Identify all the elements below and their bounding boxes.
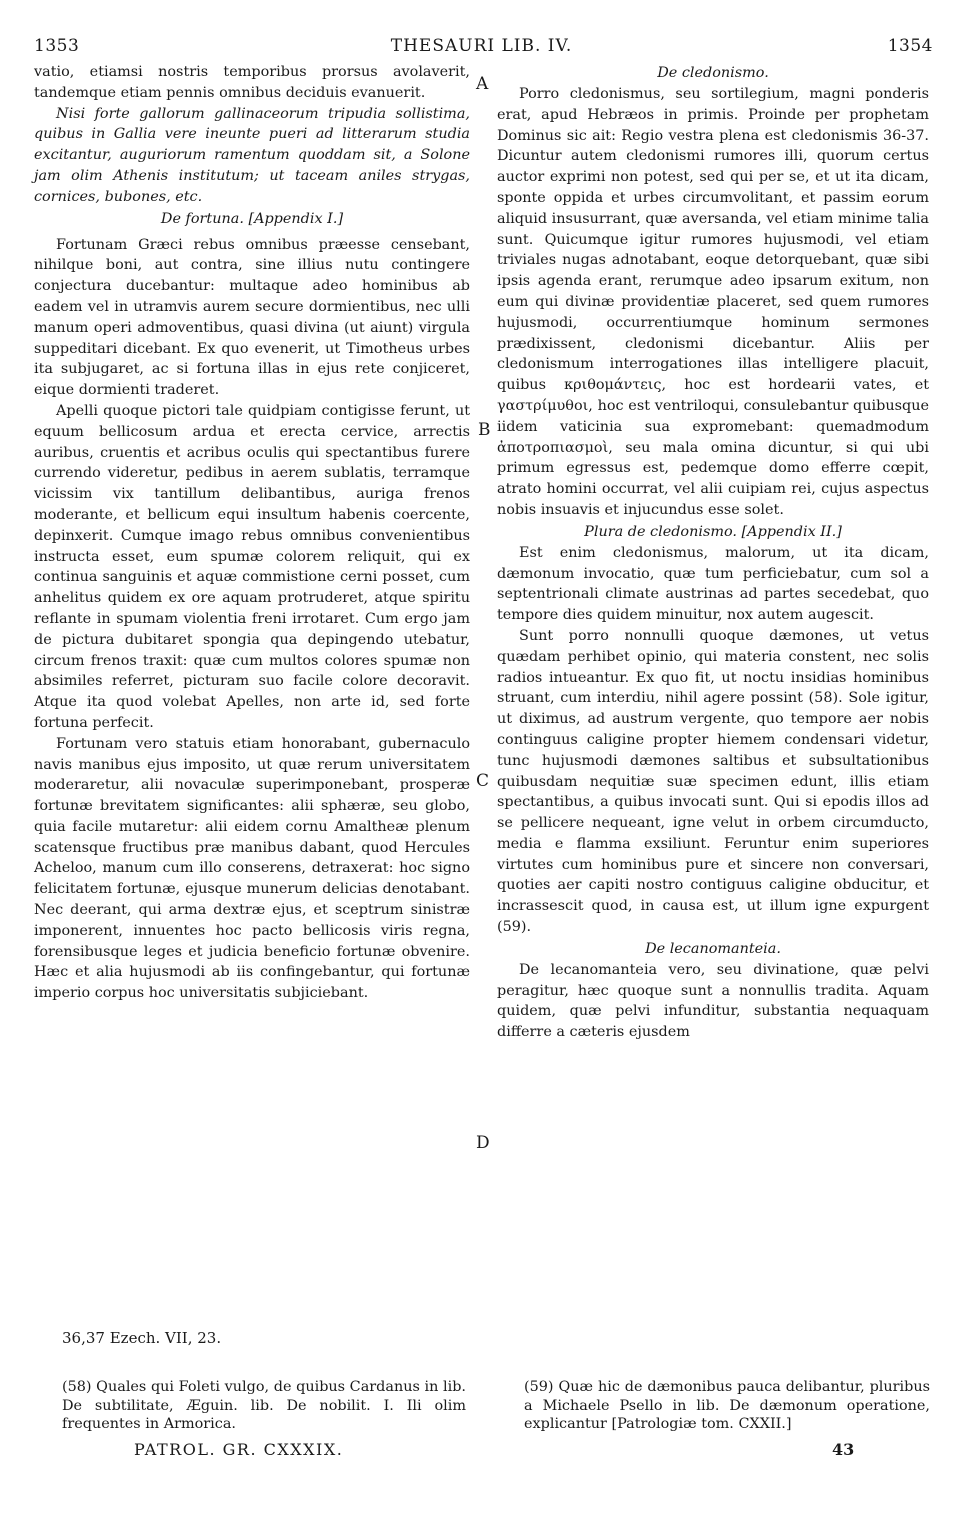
left-column [34, 62, 470, 1004]
paragraph: Nisi forte gallorum gallinaceorum tripudia sollistima, quibus in Gallia vere ineunte pueri ad litterarum studia excitantur, auguriorum ramentum quoddam sit, a Solone jam olim Athenis institutum; ut taceam aniles strygas, cornices, bubones, etc. [34, 105, 470, 205]
section-heading-cledonismo: De cledonismo. [657, 65, 769, 81]
margin-letter-b: B [478, 420, 491, 440]
paragraph: De lecanomanteia vero, seu divinatione, quæ pelvi peragitur, hæc quoque sunt a nonnullis tradita. Aquam quidem, quæ pelvi infunditur, substantia nequaquam differre a cæteris ejusdem [497, 961, 929, 1041]
margin-letter-c: C [476, 771, 490, 791]
running-title: THESAURI LIB. IV. [390, 36, 573, 56]
footnote-59: (59) Quæ hic de dæmonibus pauca delibantur, pluribus a Michaele Psello in lib. De dæmonum operatione, explicantur [Patrologiæ tom. CXXII.] [524, 1379, 930, 1432]
series-signature: PATROL. GR. CXXXIX. [134, 1440, 344, 1459]
section-heading-fortuna: De fortuna. [Appendix I.] [160, 210, 344, 227]
paragraph: Est enim cledonismus, malorum, ut ita dicam, dæmonum invocatio, quæ tum perficiebatur, cum sol a septentrionali climate austrinas ad partes secedebat, quo tempore dies quidem minuitur, nox autem augescit. [497, 544, 929, 624]
section-heading-lecanomanteia: De lecanomanteia. [645, 940, 781, 957]
right-page-number: 1354 [887, 36, 933, 56]
right-column [497, 62, 929, 1043]
footnote-58: (58) Quales qui Foleti vulgo, de quibus Cardanus in lib. De subtilitate, Æguin. lib. De nobilit. I. Ili olim frequentes in Armorica. [62, 1379, 466, 1432]
paragraph: Porro cledonismus, seu sortilegium, magni ponderis erat, apud Hebræos in primis. Proinde per prophetam Dominus sic ait: Regio vestra plena est cledonismis 36-37. Dicuntur autem cledonismi rumores illi, quorum certus auctor exprimi non potest, sed qui per se, et ut ita dicam, sponte oppida et urbes circumvolitant, et passim eorum aliquid insusurrant, quæ aversanda, vel etiam minime talia sunt. Quicumque igitur rumores hujusmodi, vel etiam triviales nugas adnotabant, eoque detorquebant, quæ sibi ipsis agenda erant, rerumque adeo ipsarum exitum, non eum qui divinæ providentiæ placeret, sed quem rumores hujusmodi, occurrentiumque hominum sermones prædixissent, cledonismi dicebantur. Aliis per cledonismum interrogationes illas intelligere placuit, quibus κριθομάντεις, hoc est hordearii vates, et γαστρίμυθοι, hoc est ventriloqui, consulebantur quibusque iidem vaticinia sua expromebant: quemadmodum ἀποτροπιασμοὶ, seu mala omina dicuntur, si qui ubi primum egressus est, pedemque domo efferre cœpit, atrato homini occurrat, vel alii cuipiam rei, cujus aspectus nobis insuavis et injucundus esse solet. [497, 86, 929, 518]
footnote-reference: 36,37 Ezech. VII, 23. [62, 1329, 222, 1347]
paragraph: Apelli quoque pictori tale quidpiam contigisse ferunt, ut equum bellicosum ardua et erecta cervice, arrectis auribus, cruentis et acribus oculis qui spectantibus furere currendo videretur, pedibus in aerem sublatis, terramque vicissim vix tantillum delibantibus, auriga frenos moderante, et bellicum equi insultum habenis coercente, depinxerit. Cumque imago rebus omnibus convenientibus instructa esset, eum spumæ colorem reliquit, qui ex continua sanguinis et aquæ commistione cerni posset, cum anhelitus quidem ex ore aquam protruderet, atque spiritu reflante in spumam violentia freni irrotaret. Cum ergo jam de pictura dubitaret spongia qua depingendo utebatur, circum frenos traxit: quæ cum multos colores spumæ non absimiles referret, picturam suo facile colore decoravit. Atque ita quod volebat Apelles, non arte id, sed forte fortuna perfecit. [34, 402, 470, 731]
paragraph: Sunt porro nonnulli quoque dæmones, ut vetus quædam perhibet opinio, qui materia constent, nec solis radios intueantur. Ex quo fit, ut noctu insidias hominibus struant, cum interdiu, nihil agere possint (58). Sole igitur, ut diximus, ad austrum vergente, quo tempore aer nobis continguus caligine propter hiemem condensari videtur, tunc hujusmodi dæmones saltibus et subsultationibus quibusdam nequitiæ suæ specimen edunt, illis etiam spectantibus, a quibus invocati sunt. Qui si epodis illos ad se pellicere nequeant, igne velut in orbem circumducto, media e flamma exsiliunt. Feruntur enim superiores virtutes cum hominibus pure et sincere non conversari, quoties aer capiti nostro contiguus caligine obducitur, et incrassescit quod, in causa est, ut illum igne expurgent (59). [497, 627, 929, 936]
paragraph: Fortunam Græci rebus omnibus præesse censebant, nihilque boni, aut contra, sine illius nutu contingere conjectura ducebantur: multaque adeo hominibus ab eadem vel in utramvis aurem secure dormientibus, nec ulli manum operi admoventibus, quasi divina (ut aiunt) virgula suppeditari dicebant. Ex quo evenerit, ut Timotheus urbes ita subjugaret, ac si fortuna illas in ejus rete conjiceret, eique dormienti traderet. [34, 236, 470, 399]
margin-letter-a: A [476, 74, 489, 94]
section-heading-plura: Plura de cledonismo. [Appendix II.] [584, 523, 842, 540]
paragraph: Fortunam vero statuis etiam honorabant, gubernaculo navis manibus ejus imposito, ut quæ rerum universitatem moderaretur, alii novaculæ superimponebant, prosperæ fortunæ brevitatem significantes: alii sphæræ, seu globo, quia facile mutaretur: alii eidem cornu Amaltheæ plenum scatensque fructibus præ manibus dabant, quod Hercules Acheloo, manum cum illo conserens, detraxerat: hoc signo felicitatem fortunæ, ejusque munerum delicias denotabant. Nec deerant, qui arma dextræ ejus, et sceptrum sinistræ imponerent, innuentes hoc pacto bellicosis viris regna, forensibusque leges et judicia beneficio fortunæ obvenire. Hæc et alia hujusmodi ab iis confingebantur, qui fortunæ imperio corpus hoc universitatis subjiciebant. [34, 735, 470, 1002]
paragraph: vatio, etiamsi nostris temporibus prorsus avolaverit, tandemque etiam pennis omnibus deciduis evanuerit. [34, 64, 470, 101]
signature-number: 43 [832, 1440, 855, 1459]
left-page-number: 1353 [34, 36, 80, 56]
margin-letter-d: D [476, 1133, 490, 1153]
